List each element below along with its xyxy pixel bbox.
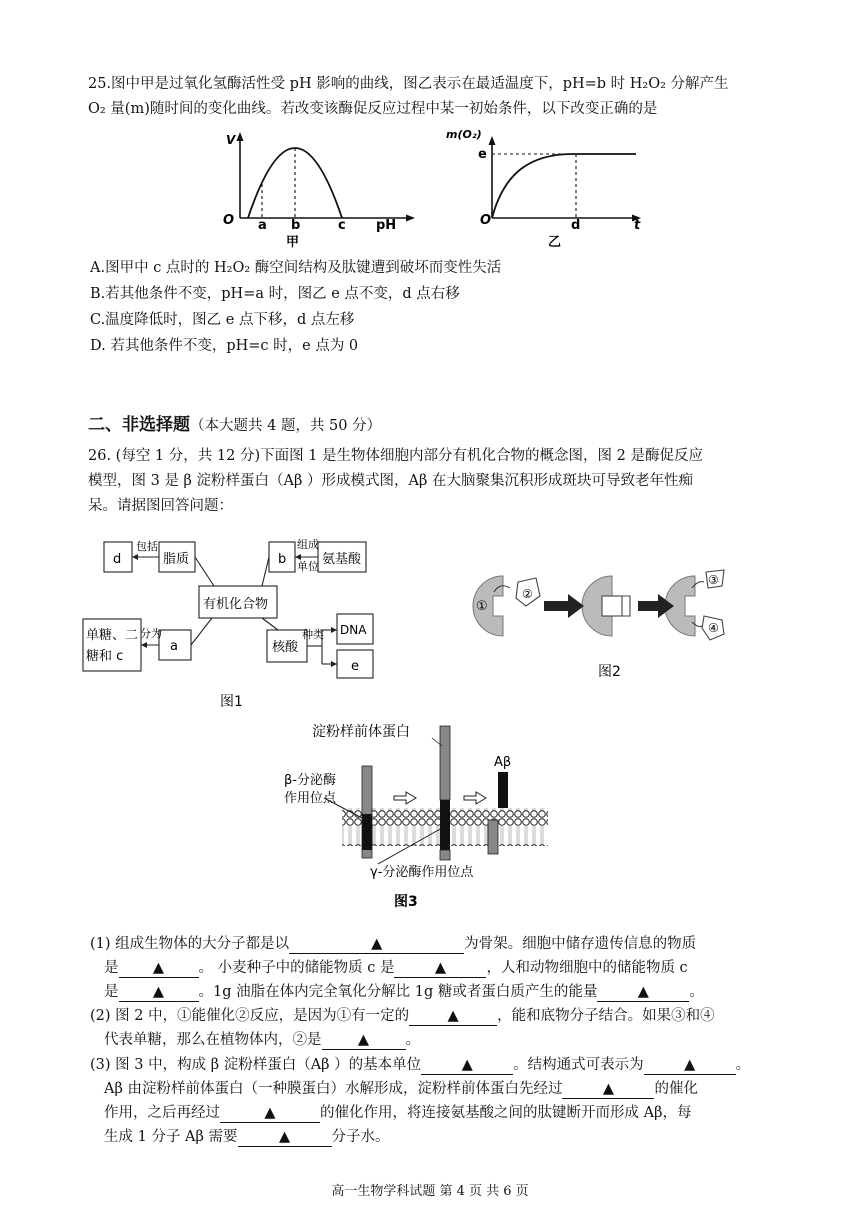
graph-jia-tick-b: b [291,218,301,233]
q25-option-b: B.若其他条件不变，pH=a 时，图乙 e 点不变，d 点右移 [90,286,460,302]
answer-blank-backbone[interactable]: ▲ [289,935,464,954]
fig1-box-lipid: 脂质 [163,552,190,567]
q25-stem-line1: 25.图中甲是过氧化氢酶活性受 pH 影响的曲线，图乙表示在最适温度下，pH=b 时 H₂O₂ 分解产生 [88,76,729,92]
fig1-caption: 图1 [220,694,243,710]
q26-p3-text-b: 。结构通式可表示为 [513,1057,644,1073]
q26-p3-line2 [104,1079,698,1099]
graph-jia-ylabel: V [226,133,236,147]
q25-stem-line2: O₂ 量(m)随时间的变化曲线。若改变该酶促反应过程中某一初始条件，以下改变正确的是 [88,101,658,117]
fig2-label-1: ① [476,599,488,614]
q25-option-a: A.图甲中 c 点时的 H₂O₂ 酶空间结构及肽键遭到破坏而变性失活 [90,260,502,276]
fig3-beta-label-1: β-分泌酶 [284,773,336,788]
answer-blank-second-enzyme[interactable]: ▲ [220,1104,320,1123]
fig1-box-a: a [170,639,178,654]
q25-option-d: D. 若其他条件不变，pH=c 时，e 点为 0 [90,338,359,354]
q26-p1-text-f: 是 [104,984,119,1000]
fig3-caption: 图3 [394,894,418,910]
graph-jia [218,128,418,250]
fig1-box-mono-2: 糖和 c [86,649,124,664]
q26-intro-line3: 呆。请据图回答问题： [88,498,233,514]
q26-p3-text-i: 分子水。 [331,1129,390,1145]
graph-jia-tick-a: a [258,218,267,233]
q26-p1-line2 [104,958,688,978]
answer-blank-wheat-storage[interactable]: ▲ [394,959,486,978]
answer-blank-basic-unit[interactable]: ▲ [421,1056,513,1075]
section2-title: 二、非选择题 [88,415,190,435]
fig2-label-2: ② [522,587,533,601]
q26-p1-text-a: (1) 组成生物体的大分子都是以 [90,936,290,952]
answer-blank-formula[interactable]: ▲ [644,1056,736,1075]
graph-jia-xlabel: pH [376,218,397,233]
fig1-box-amino: 氨基酸 [322,552,362,567]
answer-blank-genetic-material[interactable]: ▲ [119,959,199,978]
q26-p3-text-e: 的催化 [654,1081,698,1097]
fig1-box-b: b [278,552,287,567]
fig3-gamma-label: γ-分泌酶作用位点 [370,865,474,880]
fig1-box-dna: DNA [340,623,367,637]
q26-p2-text-a: (2) 图 2 中，①能催化②反应，是因为①有一定的 [90,1008,410,1024]
q26-p3-text-g: 的催化作用，将连接氨基酸之间的肽键断开而形成 Aβ，每 [320,1105,692,1121]
fig1-box-mono-1: 单糖、二 [86,628,139,643]
q26-p2-line2 [104,1030,420,1050]
q26-p2-line1 [90,1006,715,1026]
q26-p1-text-c: 是 [104,960,119,976]
answer-blank-enzyme-structure[interactable]: ▲ [409,1007,497,1026]
q26-p3-text-c: 。 [735,1057,751,1073]
q26-p1-text-b: 为骨架。细胞中储存遗传信息的物质 [464,936,697,952]
fig1-include-label: 包括 [136,540,158,553]
graph-jia-origin: O [223,213,235,228]
q25-option-c: C.温度降低时，图乙 e 点下移，d 点左移 [90,312,355,328]
fig1-box-center: 有机化合物 [203,597,269,612]
graph-yi-xlabel: t [634,218,641,233]
q26-p3-text-h: 生成 1 分子 Aβ 需要 [104,1129,238,1145]
graph-yi-xtick: d [571,218,581,233]
page-footer: 高一生物学科试题 第 4 页 共 6 页 [331,1184,529,1199]
q26-intro-line2: 模型，图 3 是 β 淀粉样蛋白（Aβ ）形成模式图，Aβ 在大脑聚集沉积形成斑块可导致老年性痴 [88,473,693,489]
figure1-concept-map [82,530,382,720]
q26-p3-text-f: 作用，之后再经过 [104,1105,220,1121]
section2-note: （本大题共 4 题，共 50 分） [190,418,382,434]
figure2-enzyme-model [460,562,760,687]
fig1-box-nucleic: 核酸 [272,640,299,655]
section2-heading [88,410,381,435]
graph-yi-ytick: e [478,147,487,162]
fig1-box-e: e [351,659,359,674]
q26-p1-text-e: ，人和动物细胞中的储能物质 c [486,960,688,976]
graph-jia-caption: 甲 [286,235,300,250]
fig3-beta-label-2: 作用位点 [284,791,337,806]
q26-p3-line4 [104,1127,390,1147]
graph-jia-tick-c: c [338,218,346,233]
graph-yi-ylabel: m(O₂) [446,128,482,141]
q26-p3-text-a: (3) 图 3 中，构成 β 淀粉样蛋白（Aβ ）的基本单位 [90,1057,422,1073]
q26-intro-line1: 26. (每空 1 分，共 12 分)下面图 1 是生物体细胞内部分有机化合物的概念图，图 2 是酶促反应 [88,448,703,464]
graph-yi [440,128,645,250]
fig1-kind-label: 种类 [302,628,324,641]
q26-p3-line1 [90,1055,750,1075]
q26-p1-text-d: 。 小麦种子中的储能物质 c 是 [198,960,395,976]
q26-p2-text-c: 代表单糖，那么在植物体内，②是 [104,1032,322,1048]
q26-p1-text-h: 。 [689,984,704,1000]
q26-p1-line3 [104,982,704,1002]
answer-blank-substrate[interactable]: ▲ [322,1031,406,1050]
q26-p2-text-d: 。 [405,1032,420,1048]
fig2-caption: 图2 [598,664,621,680]
q26-p3-text-d: Aβ 由淀粉样前体蛋白（一种膜蛋白）水解形成，淀粉样前体蛋白先经过 [104,1081,563,1097]
fig1-divide-label: 分为 [140,627,162,640]
fig3-precursor-label: 淀粉样前体蛋白 [312,724,410,740]
fig1-box-d: d [113,552,122,567]
q26-p1-line1 [90,934,696,954]
q26-p2-text-b: ，能和底物分子结合。如果③和④ [497,1008,715,1024]
graph-yi-caption: 乙 [548,235,562,250]
fig2-label-4: ④ [708,621,719,635]
answer-blank-water-count[interactable]: ▲ [238,1128,332,1147]
fig2-label-3: ③ [708,573,719,587]
figure3-abeta-formation [282,716,552,912]
answer-blank-first-enzyme[interactable]: ▲ [562,1080,654,1099]
fig1-compose-label-1: 组成 [297,538,319,551]
fig1-compose-label-2: 单位 [297,560,319,573]
q26-p1-text-g: 。1g 油脂在体内完全氧化分解比 1g 糖或者蛋白质产生的能量 [198,984,598,1000]
answer-blank-animal-storage[interactable]: ▲ [119,983,199,1002]
graph-yi-origin: O [480,213,492,228]
q26-p3-line3 [104,1103,691,1123]
fig3-abeta-label: Aβ [494,755,512,770]
answer-blank-energy[interactable]: ▲ [597,983,689,1002]
